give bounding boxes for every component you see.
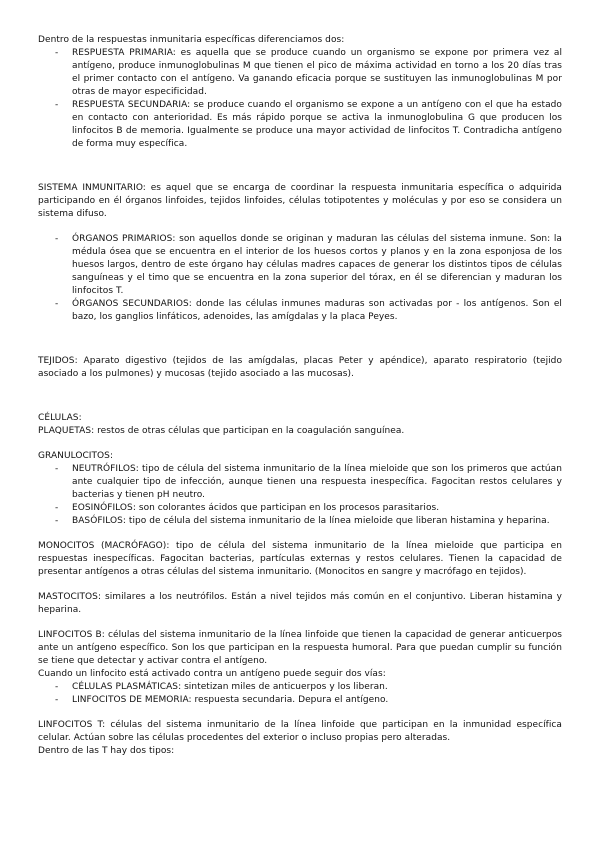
spacer (38, 528, 562, 540)
term-label: TEJIDOS: (38, 356, 78, 366)
term-label: EOSINÓFILOS: (72, 503, 136, 513)
term-label: SISTEMA INMUNITARIO: (38, 183, 146, 193)
plaquetas-paragraph (38, 425, 562, 438)
list-item (38, 233, 562, 298)
term-text: se produce cuando el organismo se expone a un antígeno con el que ha estado en contacto con anterioridad. Es más rápido porque se activa la inmunoglobulina G que producen los linfocitos B de memoria. Igualmente se produce una mayor actividad de linfocitos T. Contradicha antígeno de forma muy específica. (72, 100, 562, 149)
term-label: ÓRGANOS PRIMARIOS: (72, 234, 176, 244)
term-label: RESPUESTA PRIMARIA: (72, 48, 176, 58)
term-text: restos de otras células que participan en la coagulación sanguínea. (94, 426, 405, 436)
mastocitos-paragraph (38, 591, 562, 617)
term-label: NEUTRÓFILOS: (72, 464, 139, 474)
term-label: CÉLULAS PLASMÁTICAS: (72, 682, 182, 692)
organos-list (38, 233, 562, 324)
term-label: MASTOCITOS: (38, 592, 102, 602)
term-label: ÓRGANOS SECUNDARIOS: (72, 299, 192, 309)
spacer (38, 438, 562, 450)
spacer (38, 579, 562, 591)
term-label: MONOCITOS (MACRÓFAGO): (38, 541, 170, 551)
term-text: es aquella que se produce cuando un organismo se expone por primera vez al antígeno, produce inmunoglobulinas M que tienen el pico de máxima actividad en torno a los 20 días tras el primer contacto con el antígeno. Va ganando eficacia porque se sustituyen las inmunoglobulinas M por otras de mayor especificidad. (72, 48, 562, 97)
list-item (38, 681, 562, 694)
term-text: son aquellos donde se originan y maduran las células del sistema inmune. Son: la médula ósea que se encuentra en el interior de los huesos cortos y planos y en la zona esponjosa de los huesos largos, dentro de este órgano hay células madres capaces de generar los distintos tipos de células sanguíneas y el timo que se encuentra en la zona superior del tórax, en él se diferencian y maduran los linfocitos T. (72, 234, 562, 296)
linfocitos-t-paragraph (38, 719, 562, 745)
term-label: LINFOCITOS T: (38, 720, 106, 730)
term-label: RESPUESTA SECUNDARIA: (72, 100, 191, 110)
granulocitos-list (38, 463, 562, 528)
term-text: tipo de célula del sistema inmunitario de la línea mieloide que participa en respuestas inespecíficas. Fagocitan bacterias, partículas externas y restos celulares. Tienen la capacidad de presentar antígenos a otras células del sistema inmunitario. (Monocitos en sangre y macrófago en tejidos). (38, 541, 562, 577)
vias-list (38, 681, 562, 707)
term-text: Aparato digestivo (tejidos de las amígdalas, placas Peter y apéndice), aparato respiratorio (tejido asociado a los pulmones) y mucosas (tejido asociado a las mucosas). (38, 356, 562, 379)
term-text: sintetizan miles de anticuerpos y los liberan. (181, 682, 388, 692)
term-text: células del sistema inmunitario de la línea linfoide que participan en la inmunidad específica celular. Actúan sobre las células procedentes del exterior o incluso propias pero alteradas. (38, 720, 563, 743)
spacer (38, 221, 562, 233)
list-item (38, 463, 562, 502)
spacer (38, 324, 562, 355)
term-text: son colorantes ácidos que participan en los procesos parasitarios. (135, 503, 440, 513)
term-label: BASÓFILOS: (72, 516, 126, 526)
sistema-paragraph (38, 182, 562, 221)
tejidos-paragraph (38, 355, 562, 381)
term-text: similares a los neutrófilos. Están a nivel tejidos más común en el conjuntivo. Liberan histamina y heparina. (38, 592, 562, 615)
spacer (38, 707, 562, 719)
response-list (38, 47, 562, 151)
list-item (38, 298, 562, 324)
list-item (38, 99, 562, 151)
list-item (38, 515, 562, 528)
term-text: donde las células inmunes maduras son activadas por - los antígenos. Son el bazo, los ganglios linfáticos, adenoides, las amígdalas y la placa Peyes. (72, 299, 562, 322)
celulas-heading: CÉLULAS: (38, 413, 82, 423)
spacer (38, 617, 562, 629)
term-label: PLAQUETAS: (38, 426, 95, 436)
term-label: LINFOCITOS DE MEMORIA: (72, 695, 192, 705)
term-text: tipo de célula del sistema inmunitario de la línea mieloide que liberan histamina y heparina. (125, 516, 550, 526)
spacer (38, 151, 562, 182)
list-item (38, 502, 562, 515)
linfocitos-b-paragraph (38, 629, 562, 668)
term-text: tipo de célula del sistema inmunitario de la línea mieloide que son los primeros que actúan ante cualquier tipo de infección, aunque tienen una respuesta inespecífica. Fagocitan restos celulares y bacterias y tienen pH neutro. (72, 464, 562, 500)
term-text: células del sistema inmunitario de la línea linfoide que tienen la capacidad de generar anticuerpos ante un antígeno específico. Son los que participan en la respuesta humoral. Para que puedan cumplir su función se tiene que detectar y activar contra el antígeno. (38, 630, 562, 666)
term-label: LINFOCITOS B: (38, 630, 105, 640)
linfocito-activado-text: Cuando un linfocito está activado contra un antígeno puede seguir dos vías: (38, 669, 386, 679)
monocitos-paragraph (38, 540, 562, 579)
term-text: respuesta secundaria. Depura el antígeno. (191, 695, 389, 705)
list-item (38, 47, 562, 99)
list-item (38, 694, 562, 707)
spacer (38, 381, 562, 412)
term-text: es aquel que se encarga de coordinar la respuesta inmunitaria específica o adquirida participando en él órganos linfoides, tejidos linfoides, células totipotentes y moléculas y por eso se considera un sistema difuso. (38, 183, 563, 219)
dentro-t-text: Dentro de las T hay dos tipos: (38, 746, 175, 756)
granulocitos-heading: GRANULOCITOS: (38, 451, 114, 461)
intro-text: Dentro de la respuestas inmunitaria específicas diferenciamos dos: (38, 35, 345, 45)
